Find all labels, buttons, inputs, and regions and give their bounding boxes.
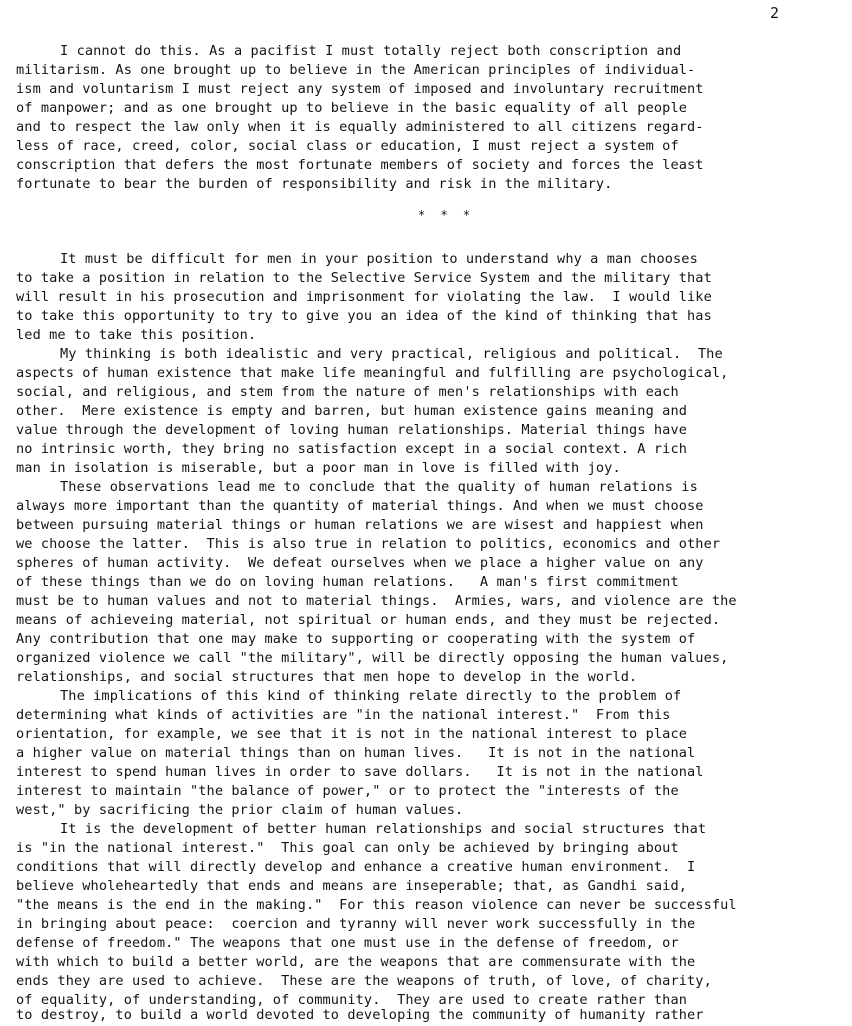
text-line: man in isolation is miserable, but a poor man in love is filled with joy. xyxy=(16,460,621,476)
text-line: I cannot do this. As a pacifist I must totally reject both conscription and xyxy=(60,43,682,59)
text-line: of these things than we do on loving human relations. A man's first commitment xyxy=(16,574,679,590)
text-line: My thinking is both idealistic and very practical, religious and political. The xyxy=(60,346,723,362)
section-separator: * * * xyxy=(418,208,475,222)
text-line: conscription that defers the most fortunate members of society and forces the least xyxy=(16,157,704,173)
text-line: ism and voluntarism I must reject any system of imposed and involuntary recruitment xyxy=(16,81,704,97)
text-line: led me to take this position. xyxy=(16,327,257,343)
text-line: conditions that will directly develop and enhance a creative human environment. I xyxy=(16,859,696,875)
text-line: other. Mere existence is empty and barren, but human existence gains meaning and xyxy=(16,403,688,419)
text-line: no intrinsic worth, they bring no satisfaction except in a social context. A rich xyxy=(16,441,688,457)
text-line: defense of freedom." The weapons that one must use in the defense of freedom, or xyxy=(16,935,679,951)
text-line: less of race, creed, color, social class or education, I must reject a system of xyxy=(16,138,679,154)
text-line: between pursuing material things or human relations we are wisest and happiest when xyxy=(16,517,704,533)
text-line: in bringing about peace: coercion and tyranny will never work successfully in the xyxy=(16,916,696,932)
text-line: of equality, of understanding, of community. They are used to create rather than xyxy=(16,992,688,1008)
text-line: interest to maintain "the balance of power," or to protect the "interests of the xyxy=(16,783,679,799)
text-line: fortunate to bear the burden of responsibility and risk in the military. xyxy=(16,176,613,192)
text-line: value through the development of loving human relationships. Material things have xyxy=(16,422,688,438)
text-line: social, and religious, and stem from the nature of men's relationships with each xyxy=(16,384,679,400)
text-line: to take this opportunity to try to give you an idea of the kind of thinking that has xyxy=(16,308,712,324)
text-line: a higher value on material things than on human lives. It is not in the national xyxy=(16,745,696,761)
text-line: determining what kinds of activities are "in the national interest." From this xyxy=(16,707,671,723)
text-line: to destroy, to build a world devoted to developing the community of humanity rather xyxy=(16,1007,704,1023)
text-line: It must be difficult for men in your position to understand why a man chooses xyxy=(60,251,698,267)
page-number: 2 xyxy=(770,4,780,22)
text-line: is "in the national interest." This goal can only be achieved by bringing about xyxy=(16,840,679,856)
text-line: always more important than the quantity of material things. And when we must choose xyxy=(16,498,704,514)
text-line: It is the development of better human relationships and social structures that xyxy=(60,821,707,837)
text-line: means of achieveing material, not spiritual or human ends, and they must be rejected. xyxy=(16,612,721,628)
text-line: with which to build a better world, are the weapons that are commensurate with the xyxy=(16,954,696,970)
text-line: must be to human values and not to material things. Armies, wars, and violence are the xyxy=(16,593,737,609)
text-line: militarism. As one brought up to believe in the American principles of individual- xyxy=(16,62,696,78)
text-line: spheres of human activity. We defeat ourselves when we place a higher value on any xyxy=(16,555,704,571)
text-line: believe wholeheartedly that ends and means are inseperable; that, as Gandhi said, xyxy=(16,878,688,894)
text-line: Any contribution that one may make to supporting or cooperating with the system of xyxy=(16,631,696,647)
text-line: we choose the latter. This is also true in relation to politics, economics and other xyxy=(16,536,721,552)
text-line: orientation, for example, we see that it is not in the national interest to place xyxy=(16,726,688,742)
text-line: ends they are used to achieve. These are the weapons of truth, of love, of charity, xyxy=(16,973,712,989)
text-line: organized violence we call "the military", will be directly opposing the human values, xyxy=(16,650,729,666)
text-line: west," by sacrificing the prior claim of human values. xyxy=(16,802,464,818)
text-line: to take a position in relation to the Selective Service System and the military that xyxy=(16,270,712,286)
text-line: The implications of this kind of thinking relate directly to the problem of xyxy=(60,688,682,704)
text-line: relationships, and social structures that men hope to develop in the world. xyxy=(16,669,638,685)
text-line: will result in his prosecution and imprisonment for violating the law. I would like xyxy=(16,289,712,305)
text-line: interest to spend human lives in order to save dollars. It is not in the national xyxy=(16,764,704,780)
text-line: "the means is the end in the making." For this reason violence can never be successful xyxy=(16,897,737,913)
text-line: of manpower; and as one brought up to believe in the basic equality of all people xyxy=(16,100,688,116)
text-line: These observations lead me to conclude that the quality of human relations is xyxy=(60,479,698,495)
text-line: aspects of human existence that make life meaningful and fulfilling are psychological, xyxy=(16,365,729,381)
text-line: and to respect the law only when it is equally administered to all citizens regard- xyxy=(16,119,704,135)
